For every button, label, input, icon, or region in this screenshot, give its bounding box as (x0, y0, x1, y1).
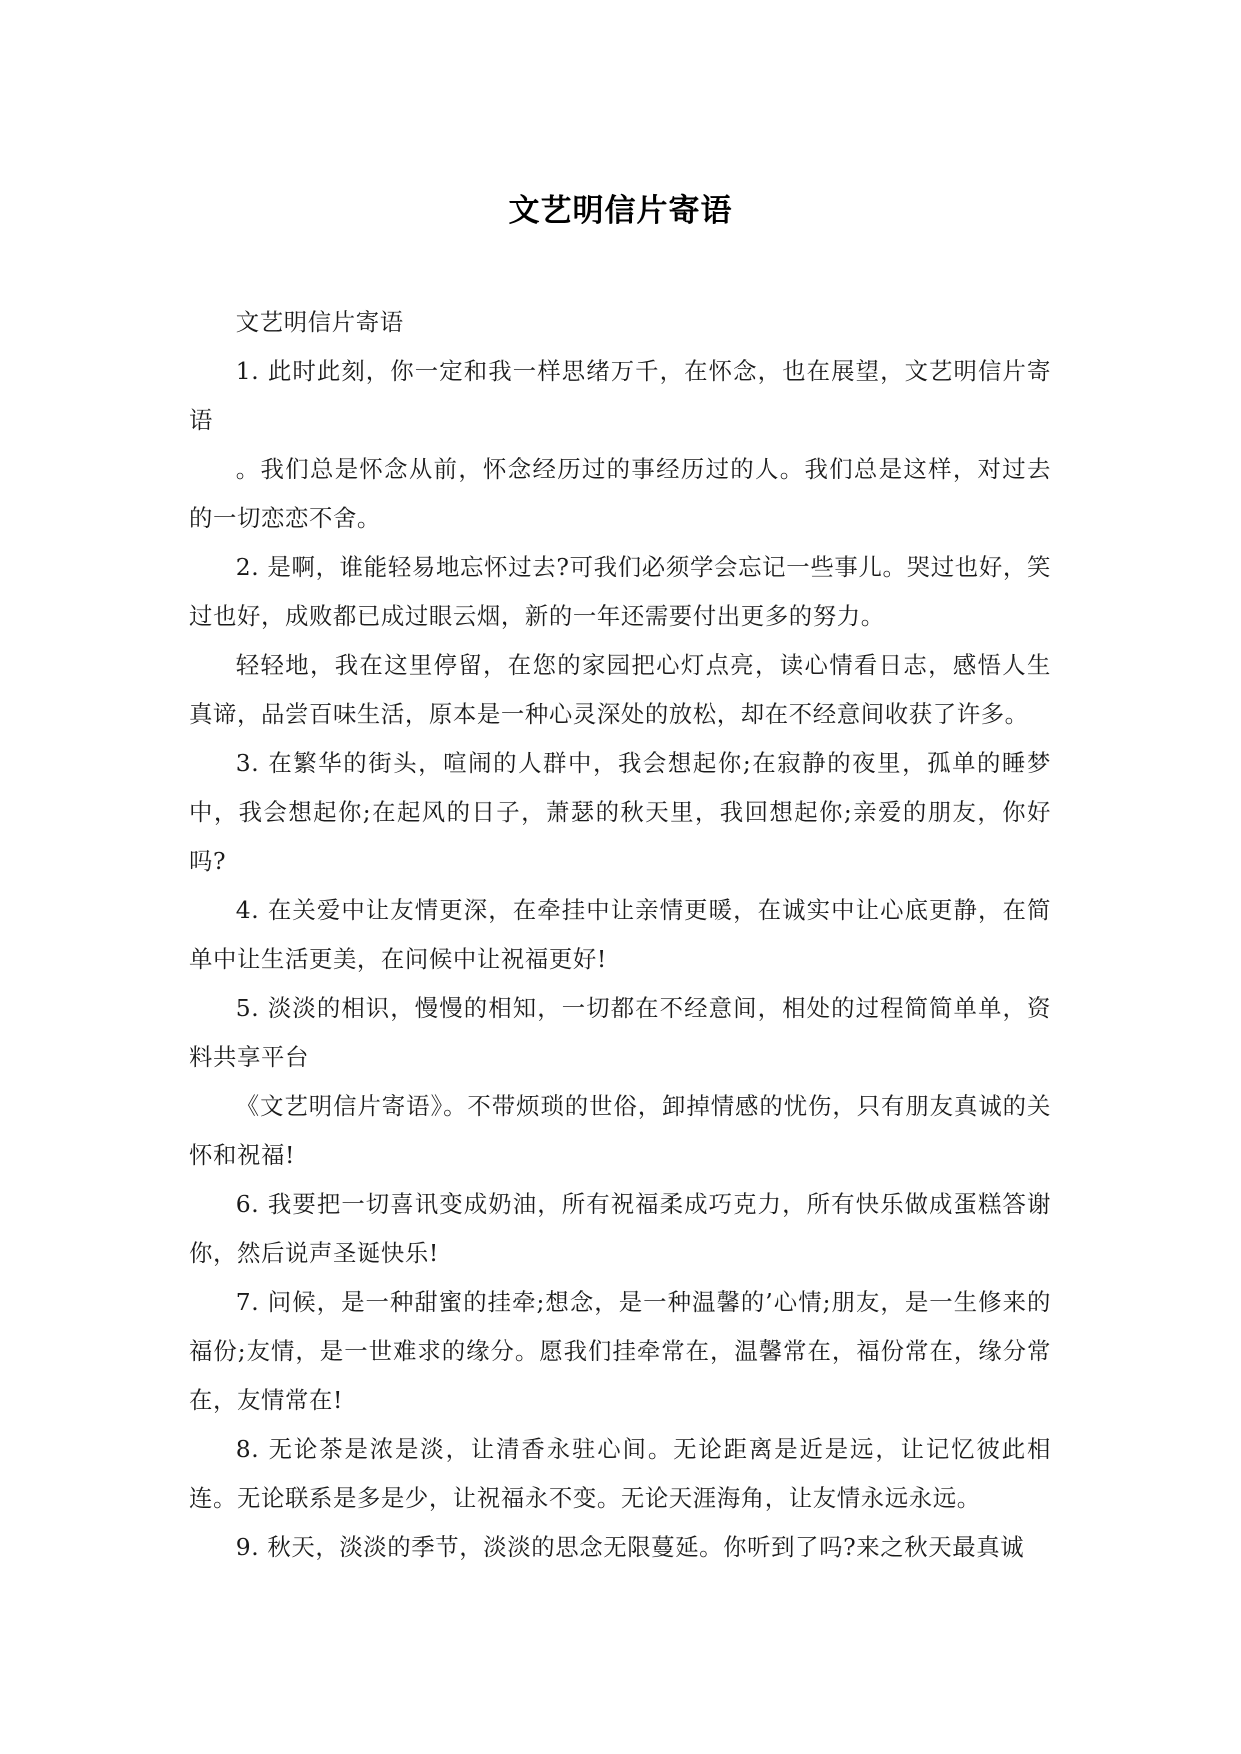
paragraph: 6. 我要把一切喜讯变成奶油，所有祝福柔成巧克力，所有快乐做成蛋糕答谢你，然后说声圣诞快乐! (189, 1190, 1051, 1267)
paragraph: 2. 是啊，谁能轻易地忘怀过去?可我们必须学会忘记一些事儿。哭过也好，笑过也好，成败都已成过眼云烟，新的一年还需要付出更多的努力。 (189, 553, 1051, 630)
paragraph: 轻轻地，我在这里停留，在您的家园把心灯点亮，读心情看日志，感悟人生真谛，品尝百味生活，原本是一种心灵深处的放松，却在不经意间收获了许多。 (189, 651, 1051, 728)
paragraph: 文艺明信片寄语 (235, 308, 404, 336)
paragraph: 《文艺明信片寄语》。不带烦琐的世俗，卸掉情感的忧伤，只有朋友真诚的关怀和祝福! (189, 1092, 1051, 1169)
paragraph: 3. 在繁华的街头，喧闹的人群中，我会想起你;在寂静的夜里，孤单的睡梦中，我会想起你;在起风的日子，萧瑟的秋天里，我回想起你;亲爱的朋友，你好吗? (189, 749, 1051, 875)
paragraph: 5. 淡淡的相识，慢慢的相知，一切都在不经意间，相处的过程简简单单，资料共享平台 (189, 994, 1051, 1071)
paragraph: 1. 此时此刻，你一定和我一样思绪万千，在怀念，也在展望，文艺明信片寄语 (189, 357, 1051, 434)
paragraph: 7. 问候，是一种甜蜜的挂牵;想念，是一种温馨的’心情;朋友，是一生修来的福份;友情，是一世难求的缘分。愿我们挂牵常在，温馨常在，福份常在，缘分常在，友情常在! (189, 1288, 1051, 1414)
paragraph: 9. 秋天，淡淡的季节，淡淡的思念无限蔓延。你听到了吗?来之秋天最真诚 (235, 1533, 1025, 1561)
document-title: 文艺明信片寄语 (508, 193, 733, 229)
paragraph: 。我们总是怀念从前，怀念经历过的事经历过的人。我们总是这样，对过去的一切恋恋不舍。 (189, 455, 1051, 532)
paragraph: 8. 无论茶是浓是淡，让清香永驻心间。无论距离是近是远，让记忆彼此相连。无论联系是多是少，让祝福永不变。无论天涯海角，让友情永远永远。 (189, 1435, 1051, 1512)
paragraph: 4. 在关爱中让友情更深，在牵挂中让亲情更暖，在诚实中让心底更静，在简单中让生活更美，在问候中让祝福更好! (189, 896, 1051, 973)
document-body (189, 298, 1051, 1572)
